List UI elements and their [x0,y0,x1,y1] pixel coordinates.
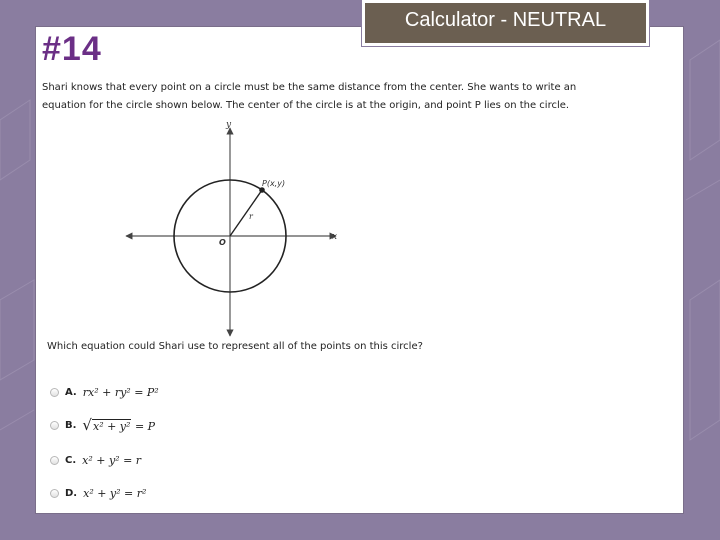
question-text: Which equation could Shari use to represent all of the points on this circle? [47,341,423,352]
radio-d[interactable] [50,489,59,498]
question-number: #14 [42,30,102,68]
choice-a[interactable] [50,383,159,401]
choice-c-letter: C. [65,454,77,466]
choice-c-equation: x² + y² = r [82,453,142,467]
point-p-label: P(x,y) [262,179,286,188]
choice-b-letter: B. [65,419,77,431]
prompt-line-2: equation for the circle shown below. The center of the circle is at the origin, and point P lies on the circle. [42,100,570,111]
choice-d-equation: x² + y² = r² [83,486,147,500]
prompt-line-1: Shari knows that every point on a circle must be the same distance from the center. She wants to write an [42,82,577,93]
calculator-label: Calculator - NEUTRAL [362,0,649,46]
choice-b[interactable] [50,416,155,434]
choice-b-rhs: = P [134,419,156,433]
radius-line [230,190,262,236]
origin-label: O [219,238,226,247]
choice-c[interactable] [50,451,141,469]
choice-a-equation: rx² + ry² = P² [82,385,159,399]
choice-d[interactable] [50,484,146,502]
choice-a-letter: A. [65,386,77,398]
point-p [259,187,265,193]
circle-diagram [120,116,350,341]
y-axis-label: y [226,120,232,130]
question-prompt [42,79,602,115]
radio-a[interactable] [50,388,59,397]
sqrt-icon: √ [82,415,92,434]
radio-c[interactable] [50,456,59,465]
radius-label: r [249,212,253,221]
choice-b-equation [82,415,156,434]
x-axis-label: x [332,232,338,242]
choice-b-radicand: x² + y² [92,419,131,433]
radio-b[interactable] [50,421,59,430]
choice-d-letter: D. [65,487,78,499]
